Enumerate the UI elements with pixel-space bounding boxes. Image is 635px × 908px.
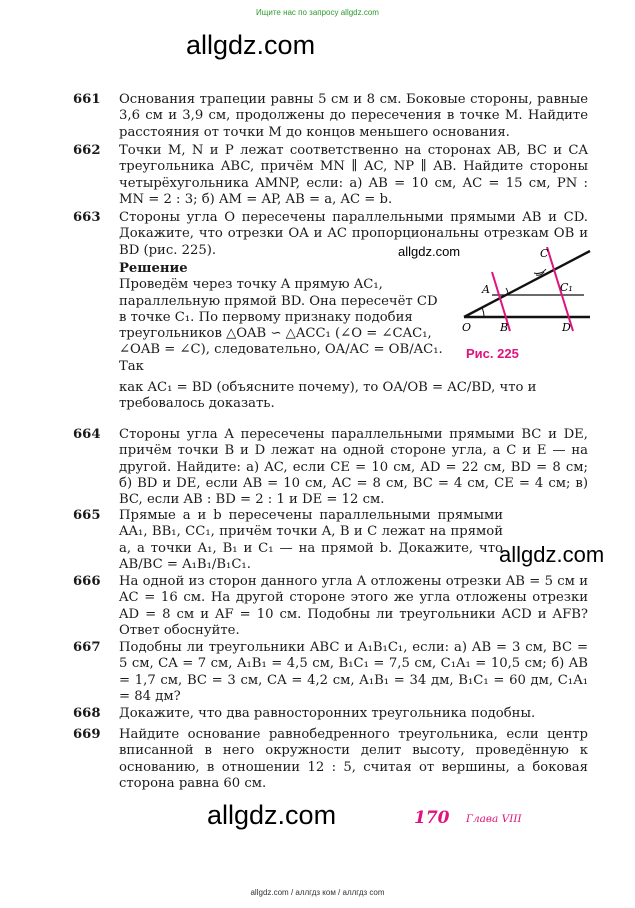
- problem-text: Подобны ли треугольники ABC и A₁B₁C₁, если: а) AB = 3 см, BC = 5 см, CA = 7 см, A₁B₁ = 4,5 см, B₁C₁ = 7,5 см, C₁A₁ = 10,5 см; б) AB = 1,7 см, BC = 3 см, CA = 4,2 см, A₁B₁ = 34 дм, B₁C₁ = 60 дм, C₁A₁ = 84 дм?: [119, 640, 588, 704]
- solution-block: [119, 261, 449, 375]
- label-b: B: [500, 321, 509, 334]
- problem-number: 669: [73, 727, 101, 742]
- solution-conclusion: как AC₁ = BD (объясните почему), то OA/OB = AC/BD, что и требовалось доказать.: [119, 380, 537, 412]
- problem-text: Стороны угла A пересечены параллельными прямыми BC и DE, причём точки B и D лежат на одной стороне угла, а C и E — на другой. Найдите: а) AC, если CE = 10 см, AD = 22 см, BD = 8 см; б) BD и DE, если AB = 10 см, AC = 8 см, BC = 4 см, CE = 4 см; в) BC, если AB : BD = 2 : 1 и DE = 12 см.: [119, 427, 588, 508]
- problem-text: Точки M, N и P лежат соответственно на сторонах AB, BC и CA треугольника ABC, причём MN ∥ AC, NP ∥ AB. Найдите стороны четырёхугольника AMNP, если: а) AB = 10 см, AC = 15 см, PN : MN = 2 : 3; б) AM = AP, AB = a, AC = b.: [119, 143, 588, 207]
- problem-text: Стороны угла O пересечены параллельными прямыми AB и CD. Докажите, что отрезки OA и AC пропорциональны отрезкам OB и BD (рис. 225).: [119, 210, 588, 258]
- problem-number: 667: [73, 640, 101, 655]
- angle-arc-c-outer: [534, 269, 546, 273]
- problem-661: [73, 92, 588, 141]
- watermark-bottom: allgdz.com: [207, 800, 337, 830]
- page-number: 170: [414, 808, 450, 828]
- problem-665: [73, 508, 503, 573]
- top-search-note: Ищите нас по запросу allgdz.com: [256, 8, 379, 17]
- problem-667: [73, 640, 588, 705]
- problem-text: Прямые a и b пересечены параллельными прямыми AA₁, BB₁, CC₁, причём точки A, B и C лежат на прямой a, а точки A₁, B₁ и C₁ — на прямой b. Докажите, что AB/BC = A₁B₁/B₁C₁.: [119, 508, 503, 572]
- problem-662: [73, 143, 588, 208]
- problem-text: Основания трапеции равны 5 см и 8 см. Боковые стороны, равные 3,6 см и 3,9 см, продолжены до пересечения в точке M. Найдите расстояния от точки M до концов меньшего основания.: [119, 92, 588, 140]
- label-c1: C₁: [560, 281, 573, 294]
- chapter-label: Глава VIII: [466, 813, 522, 825]
- problem-text: Докажите, что два равносторонних треугольника подобны.: [119, 706, 536, 721]
- problem-664: [73, 427, 588, 508]
- problem-number: 668: [73, 706, 101, 721]
- bottom-note: allgdz.com / аллгдз ком / аллгдз com: [250, 888, 385, 897]
- label-c: C: [540, 247, 549, 260]
- label-d: D: [562, 321, 571, 334]
- problem-number: 661: [73, 92, 101, 107]
- problem-number: 662: [73, 143, 101, 158]
- problem-text: Найдите основание равнобедренного треугольника, если центр вписанной в него окружности делит высоту, проведённую к основанию, в отношении 12 : 5, считая от вершины, а боковая сторона равна 60 см.: [119, 727, 588, 791]
- watermark-top: allgdz.com: [186, 30, 316, 60]
- problem-668: [73, 706, 588, 722]
- problem-number: 665: [73, 508, 101, 523]
- problem-number: 666: [73, 574, 101, 589]
- label-o: O: [462, 321, 472, 334]
- solution-title: Решение: [119, 261, 188, 276]
- problem-number: 664: [73, 427, 101, 442]
- problem-text: На одной из сторон данного угла A отложены отрезки AB = 5 см и AC = 16 см. На другой стороне этого же угла отложены отрезки AD = 8 см и AF = 10 см. Подобны ли треугольники ACD и AFB? Ответ обоснуйте.: [119, 574, 588, 638]
- problem-number: 663: [73, 210, 101, 225]
- problem-666: [73, 574, 588, 639]
- solution-body: Проведём через точку A прямую AC₁, параллельную прямой BD. Она пересечёт CD в точке C₁. По первому признаку подобия треугольников △OAB ∽ △ACC₁ (∠O = ∠CAC₁, ∠OAB = ∠C), следовательно, OA/AC = OB/AC₁. Так: [119, 277, 443, 374]
- problem-669: [73, 727, 588, 792]
- figure-225: [462, 247, 592, 339]
- watermark-figure: allgdz.com: [398, 244, 461, 259]
- label-a: A: [482, 283, 490, 296]
- figure-caption: Рис. 225: [466, 346, 519, 361]
- watermark-middle: allgdz.com: [499, 542, 605, 567]
- angle-arc-o: [482, 308, 484, 317]
